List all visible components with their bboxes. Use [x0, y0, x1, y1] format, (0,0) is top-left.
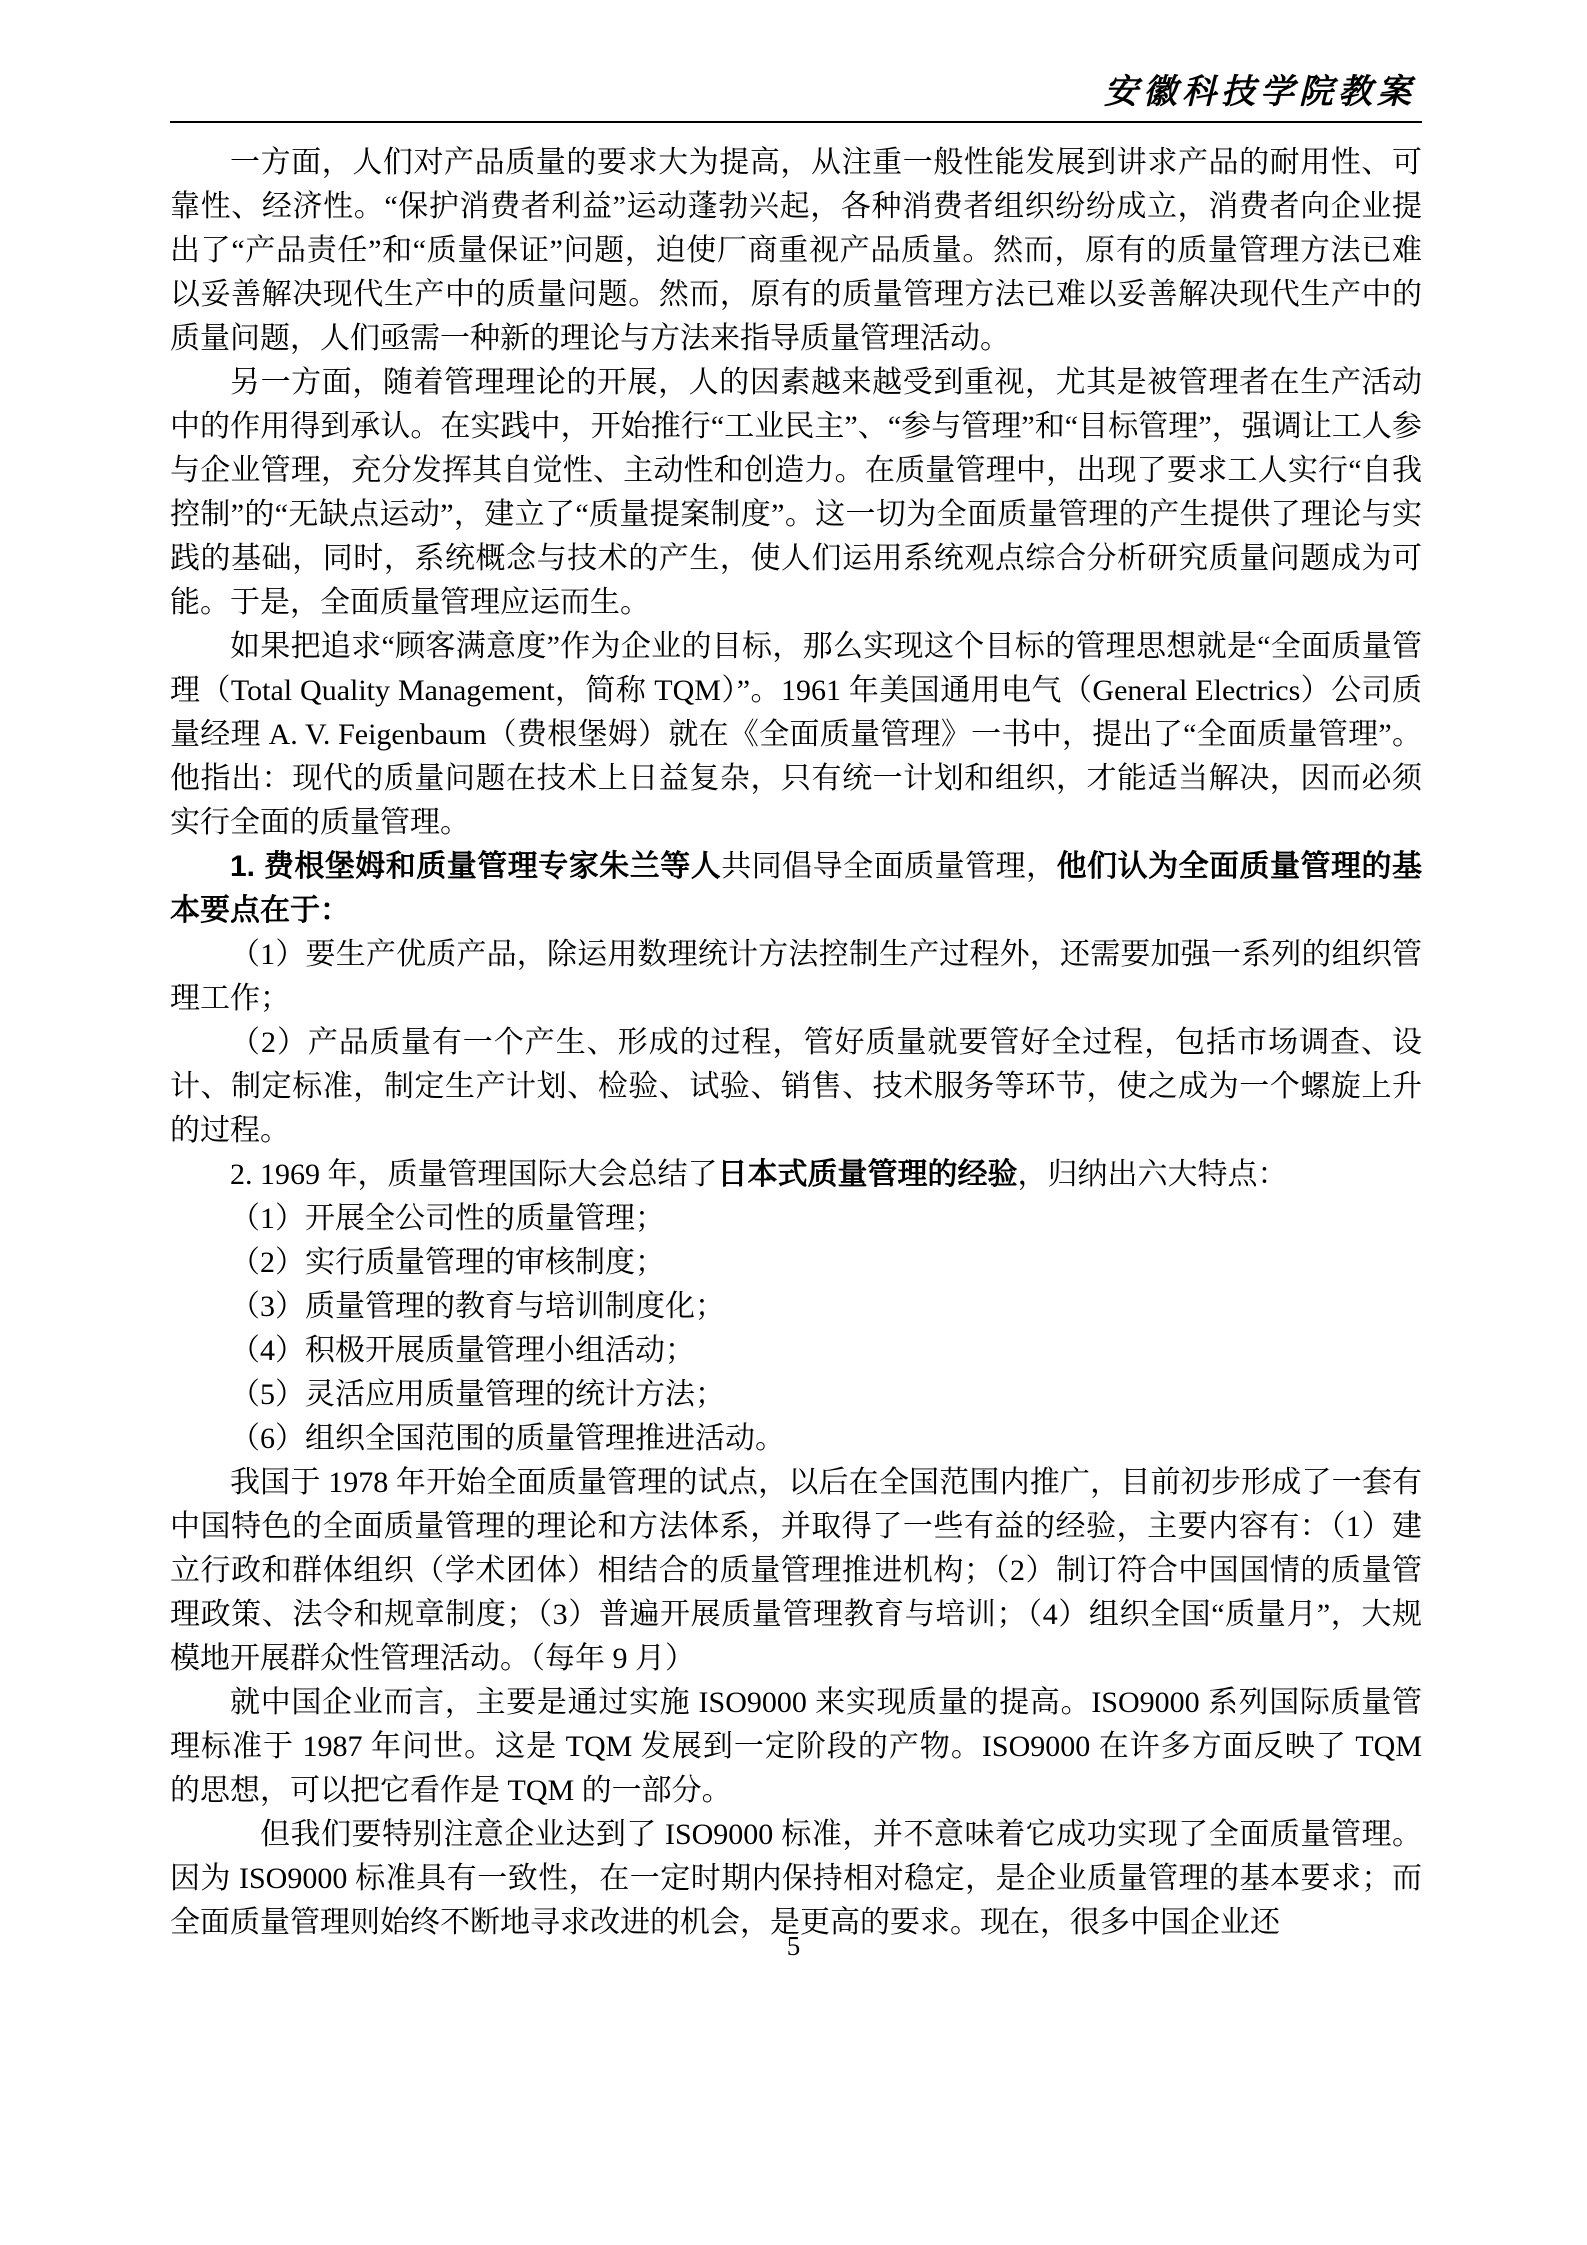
text-segment: ，归纳出六大特点：: [1017, 1157, 1288, 1191]
text-segment: 另一方面，随着管理理论的开展，人的因素越来越受到重视，尤其是被管理者在生产活动中的作用得到承认。在实践中，开始推行“工业民主”、“参与管理”和“目标管理”，强调让工人参与企业管理，充分发挥其自觉性、主动性和创造力。在质量管理中，出现了要求工人实行“自我控制”的“无缺点运动”，建立了“质量提案制度”。这一切为全面质量管理的产生提供了理论与实践的基础，同时，系统概念与技术的产生，使人们运用系统观点综合分析研究质量问题成为可能。于是，全面质量管理应运而生。: [170, 365, 1422, 619]
paragraph: [170, 361, 1422, 625]
paragraph: [170, 1153, 1422, 1197]
text-segment: 但我们要特别注意企业达到了 ISO9000 标准，并不意味着它成功实现了全面质量管理。因为 ISO9000 标准具有一致性，在一定时期内保持相对稳定，是企业质量管理的基本要求；而全面质量管理则始终不断地寻求改进的机会，是更高的要求。现在，很多中国企业还: [170, 1817, 1422, 1939]
header-rule: [170, 121, 1422, 123]
paragraph: [170, 1461, 1422, 1681]
paragraph: [170, 141, 1422, 361]
page-footer: [0, 1926, 1587, 1966]
text-segment: （2）实行质量管理的审核制度；: [230, 1245, 665, 1279]
header-title: 安徽科技学院教案: [1104, 72, 1416, 112]
paragraph: [170, 1329, 1422, 1373]
text-segment: （2）产品质量有一个产生、形成的过程，管好质量就要管好全过程，包括市场调查、设计、制定标准，制定生产计划、检验、试验、销售、技术服务等环节，使之成为一个螺旋上升的过程。: [170, 1025, 1422, 1147]
text-segment: 2. 1969 年，质量管理国际大会总结了: [230, 1157, 718, 1191]
paragraph: [170, 1681, 1430, 1813]
bold-text-segment: 1. 费根堡姆和质量管理专家朱兰等人: [230, 849, 722, 883]
text-segment: （1）开展全公司性的质量管理；: [230, 1201, 665, 1235]
paragraph: [170, 1241, 1422, 1285]
page-header: [170, 72, 1422, 123]
text-segment: （4）积极开展质量管理小组活动；: [230, 1333, 695, 1367]
paragraph: [170, 1197, 1422, 1241]
paragraph: [170, 845, 1422, 933]
document-body: [170, 141, 1430, 1945]
text-segment: （5）灵活应用质量管理的统计方法；: [230, 1377, 725, 1411]
text-segment: （3）质量管理的教育与培训制度化；: [230, 1289, 725, 1323]
bold-text-segment: 日本式质量管理的经验: [717, 1157, 1018, 1191]
page-number: 5: [786, 1931, 801, 1961]
text-segment: （1）要生产优质产品，除运用数理统计方法控制生产过程外，还需要加强一系列的组织管理工作；: [170, 937, 1422, 1015]
paragraph: [170, 1417, 1422, 1461]
text-segment: 我国于 1978 年开始全面质量管理的试点，以后在全国范围内推广，目前初步形成了一套有中国特色的全面质量管理的理论和方法体系，并取得了一些有益的经验，主要内容有：（1）建立行政和群体组织（学术团体）相结合的质量管理推进机构；（2）制订符合中国国情的质量管理政策、法令和规章制度；（3）普遍开展质量管理教育与培训；（4）组织全国“质量月”，大规模地开展群众性管理活动。（每年 9 月）: [170, 1465, 1422, 1675]
paragraph: [170, 933, 1422, 1021]
text-segment: （6）组织全国范围的质量管理推进活动。: [230, 1421, 785, 1455]
text-segment: 共同倡导全面质量管理，: [721, 849, 1057, 883]
paragraph: [170, 1021, 1422, 1153]
paragraph: [170, 1285, 1422, 1329]
paragraph: [170, 625, 1422, 845]
text-segment: 如果把追求“顾客满意度”作为企业的目标，那么实现这个目标的管理思想就是“全面质量管理（Total Quality Management，简称 TQM）”。1961 年美国通用电气（General Electrics）公司质量经理 A. V. Feigenbaum（费根堡姆）就在《全面质量管理》一书中，提出了“全面质量管理”。他指出：现代的质量问题在技术上日益复杂，只有统一计划和组织，才能适当解决，因而必须实行全面的质量管理。: [170, 629, 1422, 839]
paragraph: [170, 1373, 1422, 1417]
text-segment: 就中国企业而言，主要是通过实施 ISO9000 来实现质量的提高。ISO9000 系列国际质量管理标准于 1987 年问世。这是 TQM 发展到一定阶段的产物。ISO9000 在许多方面反映了 TQM 的思想，可以把它看作是 TQM 的一部分。: [170, 1685, 1430, 1807]
paragraph: [170, 1813, 1422, 1945]
page-content: [170, 72, 1430, 1945]
text-segment: 一方面，人们对产品质量的要求大为提高，从注重一般性能发展到讲求产品的耐用性、可靠性、经济性。“保护消费者利益”运动蓬勃兴起，各种消费者组织纷纷成立，消费者向企业提出了“产品责任”和“质量保证”问题，迫使厂商重视产品质量。然而，原有的质量管理方法已难以妥善解决现代生产中的质量问题。然而，原有的质量管理方法已难以妥善解决现代生产中的质量问题，人们亟需一种新的理论与方法来指导质量管理活动。: [170, 145, 1422, 355]
bold-text-segment: 他们认为全面质量管理的基本要点在于：: [170, 849, 1423, 927]
